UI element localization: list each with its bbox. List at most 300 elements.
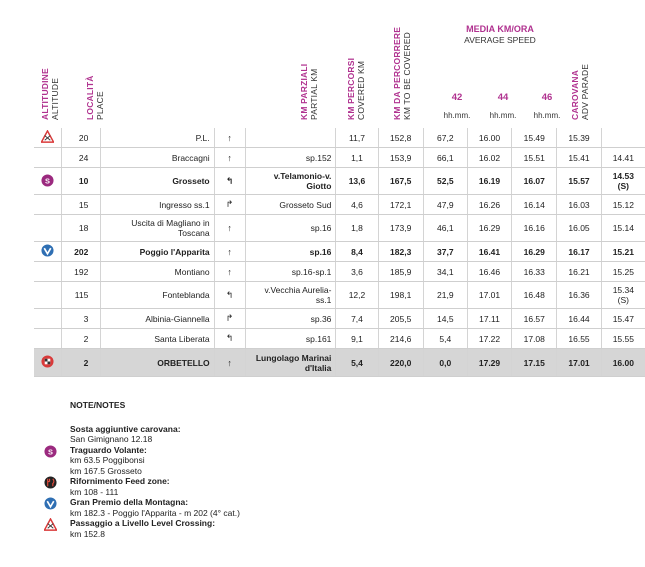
note-heading: Passaggio a Livello Level Crossing: [70,518,216,528]
partial-km-cell-text: 4,6 [351,199,363,210]
sprint-icon [41,174,54,187]
road-cell-text: sp.16 [310,223,332,233]
note-line: km 167.5 Grosseto [70,465,142,476]
note-item [48,444,240,477]
time-44-cell [512,329,557,349]
time-46-cell-text: 16.05 [568,223,590,233]
time-46-cell [557,148,601,168]
time-46-cell-text: 16.44 [568,313,590,324]
time-42-cell-text: 16.02 [478,152,501,163]
adv-parade-cell-text: 15.55 [612,333,634,344]
timetable [34,128,645,377]
direction-arrow [214,168,245,195]
altitude-cell-text: 202 [74,246,89,257]
partial-km-cell-text: 12,2 [348,290,366,300]
altitude-cell [61,309,101,329]
remaining-km-cell [423,242,467,262]
altitude-cell [61,128,101,148]
header-adv-parade: CAROVANA ADV PARADE [570,63,590,120]
remaining-km-cell [423,215,467,242]
place-cell [101,349,214,377]
note-icon [44,497,58,511]
adv-parade-cell [601,242,645,262]
partial-km-cell [336,242,378,262]
time-44-cell [512,349,557,377]
speed-42: 42 [451,92,463,103]
time-42-cell-text: 16.26 [478,199,501,210]
adv-parade-cell [601,128,645,148]
time-44-cell [512,168,557,195]
table-row [34,309,645,329]
covered-km-cell-text: 152,8 [390,132,412,143]
direction-arrow-text: ↰ [225,175,234,186]
direction-arrow [214,195,245,215]
altitude-cell [61,168,101,195]
partial-km-cell [336,329,378,349]
place-cell [101,195,214,215]
covered-km-cell [378,262,423,282]
direction-arrow-text: ↑ [227,246,232,257]
remaining-km-cell [423,168,467,195]
time-42-cell [467,128,511,148]
adv-parade-cell-text: 15.14 [612,223,634,233]
partial-km-cell [336,148,378,168]
time-44-cell-text: 16.16 [523,223,545,233]
adv-parade-cell-text: 14.53 (S) [612,171,634,191]
time-46-cell [557,195,601,215]
road-cell [245,282,336,309]
direction-arrow-text: ↰ [225,333,234,343]
adv-parade-cell [601,282,645,309]
time-42-cell [467,215,511,242]
covered-km-cell-text: 214,6 [390,333,412,344]
road-cell-text: Lungolago Marinai d'Italia [255,352,332,373]
place-cell-text: Montiano [174,266,210,277]
partial-km-cell [336,262,378,282]
adv-parade-cell [601,349,645,377]
note-line: km 152.8 [70,528,105,539]
altitude-cell [61,215,101,242]
adv-parade-cell [601,148,645,168]
partial-km-cell [336,282,378,309]
direction-arrow-text: ↑ [227,132,232,143]
adv-parade-cell [601,309,645,329]
table-row [34,195,645,215]
road-cell [245,309,336,329]
place-cell [101,168,214,195]
road-cell-text: v.Vecchia Aurelia-ss.1 [264,285,332,305]
time-46-cell-text: 16.36 [568,290,590,300]
remaining-km-cell-text: 46,1 [437,223,454,233]
place-cell-text: Ingresso ss.1 [159,199,210,210]
remaining-km-cell [423,282,467,309]
time-42-cell [467,309,511,329]
table-row [34,215,645,242]
altitude-cell [61,282,101,309]
level-crossing-icon [41,130,54,143]
remaining-km-cell-text: 66,1 [437,152,454,163]
time-46-cell-text: 16.03 [568,199,590,210]
covered-km-cell [378,168,423,195]
road-cell [245,262,336,282]
time-42-cell-text: 16.46 [478,266,501,277]
partial-km-cell [336,128,378,148]
altitude-cell-text: 10 [78,176,89,186]
direction-arrow [214,282,245,309]
covered-km-cell-text: 173,9 [390,223,412,233]
remaining-km-cell [423,309,467,329]
time-46-cell-text: 15.57 [568,176,590,186]
level-crossing-icon [44,518,57,531]
finish-icon [41,355,54,368]
covered-km-cell [378,148,423,168]
header-altitude: ALTITUDINE ALTITUDE [40,68,60,120]
adv-parade-cell-text: 15.21 [612,246,634,257]
partial-km-cell [336,215,378,242]
remaining-km-cell [423,349,467,377]
time-42-cell [467,262,511,282]
sprint-icon [44,445,57,458]
note-heading: Traguardo Volante: [70,444,147,455]
speed-46: 46 [541,92,553,103]
direction-arrow [214,329,245,349]
time-44-cell-text: 16.48 [523,290,545,300]
direction-arrow [214,215,245,242]
table-row [34,148,645,168]
speed-44: 44 [497,92,509,103]
time-46-cell [557,349,601,377]
altitude-cell [61,262,101,282]
remaining-km-cell [423,262,467,282]
note-heading: Rifornimento Feed zone: [70,476,170,486]
place-cell-text: ORBETELLO [157,357,210,368]
road-cell [245,349,336,377]
place-cell-text: Albinia-Giannella [145,313,210,324]
place-cell-text: Poggio l'Apparita [139,246,210,257]
time-46-cell [557,168,601,195]
time-46-cell [557,282,601,309]
partial-km-cell [336,349,378,377]
time-42-cell-text: 17.01 [478,290,501,300]
place-cell [101,128,214,148]
time-44-cell-text: 16.14 [523,199,545,210]
svg-text:S: S [48,446,53,456]
time-46-cell [557,329,601,349]
place-cell-text: Braccagni [171,152,210,163]
row-icon [34,309,61,329]
place-cell-text: Uscita di Magliano in Toscana [131,218,210,238]
time-46-cell-text: 16.55 [568,333,590,344]
time-42-cell-text: 16.29 [478,223,501,233]
covered-km-cell-text: 220,0 [390,357,412,368]
time-46-cell-text: 16.21 [568,266,590,277]
covered-km-cell [378,128,423,148]
remaining-km-cell-text: 21,9 [437,290,454,300]
adv-parade-cell-text: 15.47 [612,313,634,324]
altitude-cell [61,349,101,377]
covered-km-cell-text: 153,9 [390,152,412,163]
place-cell [101,329,214,349]
direction-arrow [214,242,245,262]
partial-km-cell-text: 1,8 [351,223,363,233]
place-cell [101,282,214,309]
adv-parade-cell-text: 15.34 (S) [612,285,634,305]
remaining-km-cell-text: 47,9 [437,199,454,210]
time-44-cell [512,195,557,215]
remaining-km-cell-text: 34,1 [437,266,454,277]
road-cell-text: Grosseto Sud [279,199,332,210]
road-cell [245,168,336,195]
note-line: km 108 - 111 [70,486,119,497]
altitude-cell-text: 24 [78,152,89,163]
road-cell [245,128,336,148]
header-covered-km: KM PERCORSI COVERED KM [346,57,366,120]
altitude-cell-text: 192 [74,266,89,277]
direction-arrow-text: ↑ [227,223,232,233]
time-42-cell [467,329,511,349]
covered-km-cell-text: 198,1 [390,290,412,300]
row-icon [34,349,61,377]
feed-zone-icon [44,476,57,489]
row-icon [34,282,61,309]
partial-km-cell-text: 13,6 [348,176,366,186]
time-44-cell-text: 16.29 [523,246,545,257]
covered-km-cell [378,195,423,215]
time-46-cell [557,215,601,242]
place-cell-text: Santa Liberata [154,333,210,344]
adv-parade-cell-text: 14.41 [612,152,634,163]
remaining-km-cell [423,148,467,168]
road-cell-text: sp.16-sp.1 [291,266,332,277]
note-heading: Gran Premio della Montagna: [70,497,189,507]
time-42-cell-text: 17.29 [478,357,501,368]
row-icon [34,329,61,349]
direction-arrow [214,128,245,148]
note-icon [44,445,58,459]
direction-arrow-text: ↱ [225,313,234,323]
note-line: km 182.3 - Poggio l'Apparita - m 202 (4° cat.) [70,507,240,518]
notes [48,400,240,539]
road-cell-text: sp.16 [309,246,332,257]
direction-arrow [214,309,245,329]
altitude-cell-text: 2 [83,357,89,368]
time-44-cell-text: 17.08 [523,333,545,344]
altitude-cell [61,148,101,168]
road-cell [245,195,336,215]
row-icon [34,168,61,195]
covered-km-cell [378,282,423,309]
adv-parade-cell-text: 15.12 [612,199,634,210]
place-cell [101,262,214,282]
altitude-cell [61,242,101,262]
altitude-cell-text: 15 [78,199,89,210]
partial-km-cell-text: 5,4 [351,357,363,368]
road-cell [245,148,336,168]
direction-arrow [214,349,245,377]
note-item [70,424,240,445]
time-44-cell [512,128,557,148]
header-place: LOCALITÀ PLACE [85,75,105,120]
time-46-cell-text: 15.41 [568,152,590,163]
road-cell-text: v.Telamonio-v. Giotto [273,171,332,191]
covered-km-cell-text: 185,9 [390,266,412,277]
time-46-cell-text: 15.39 [568,132,590,143]
partial-km-cell [336,309,378,329]
covered-km-cell-text: 205,5 [390,313,412,324]
time-42-cell-text: 16.00 [478,132,501,143]
svg-text:S: S [44,175,50,185]
remaining-km-cell-text: 14,5 [437,313,454,324]
time-44-cell-text: 15.51 [523,152,545,163]
remaining-km-cell-text: 37,7 [437,246,454,257]
time-44-cell-text: 15.49 [523,132,545,143]
time-44-cell [512,282,557,309]
road-cell-text: sp.152 [305,152,332,163]
table-row [34,128,645,148]
altitude-cell [61,329,101,349]
hhmm-label: hh.mm. [443,111,471,120]
header-to-be-covered-km: KM DA PERCORRERE KM TO BE COVERED [392,26,412,120]
time-44-cell [512,148,557,168]
time-42-cell [467,168,511,195]
time-42-cell-text: 17.11 [479,313,500,324]
time-44-cell [512,242,557,262]
header-partial-km: KM PARZIALI PARTIAL KM [299,63,319,120]
time-42-cell [467,282,511,309]
adv-parade-cell [601,195,645,215]
partial-km-cell [336,168,378,195]
remaining-km-cell-text: 67,2 [437,132,454,143]
road-cell-text: sp.36 [310,313,332,324]
altitude-cell [61,195,101,215]
covered-km-cell-text: 172,1 [390,199,412,210]
remaining-km-cell [423,195,467,215]
adv-parade-cell-text: 15.25 [612,266,634,277]
time-46-cell [557,262,601,282]
time-44-cell-text: 16.33 [523,266,545,277]
direction-arrow-text: ↱ [225,199,234,209]
place-cell [101,309,214,329]
partial-km-cell-text: 3,6 [351,266,363,277]
direction-arrow-text: ↰ [225,289,234,300]
note-item [70,497,240,518]
partial-km-cell-text: 11,7 [349,132,365,143]
time-42-cell [467,242,511,262]
row-icon [34,195,61,215]
place-cell-text: Fonteblanda [162,290,210,300]
note-icon [44,476,58,490]
time-42-cell [467,349,511,377]
time-46-cell [557,309,601,329]
row-icon [34,148,61,168]
hhmm-label: hh.mm. [489,111,517,120]
partial-km-cell-text: 8,4 [351,246,363,257]
header-average-speed: MEDIA KM/ORA AVERAGE SPEED [464,24,536,45]
covered-km-cell [378,242,423,262]
remaining-km-cell-text: 5,4 [439,333,452,344]
adv-parade-cell [601,262,645,282]
table-row [34,349,645,377]
table-row [34,282,645,309]
time-44-cell-text: 16.57 [523,313,545,324]
note-line: km 63.5 Poggibonsi [70,455,145,465]
row-icon [34,128,61,148]
row-icon [34,262,61,282]
altitude-cell-text: 2 [83,333,89,344]
time-42-cell [467,195,511,215]
note-item [70,476,240,497]
time-44-cell-text: 17.15 [523,357,545,368]
road-cell [245,215,336,242]
place-cell [101,148,214,168]
place-cell [101,215,214,242]
adv-parade-cell [601,215,645,242]
place-cell [101,242,214,262]
direction-arrow-text: ↑ [227,152,232,163]
covered-km-cell [378,215,423,242]
time-44-cell [512,215,557,242]
altitude-cell-text: 18 [78,223,89,233]
place-cell-text: Grosseto [172,176,210,186]
partial-km-cell-text: 9,1 [351,333,363,344]
time-44-cell-text: 16.07 [523,176,545,186]
partial-km-cell-text: 7,4 [351,313,363,324]
direction-arrow [214,148,245,168]
covered-km-cell [378,329,423,349]
note-icon [44,518,58,532]
time-42-cell-text: 17.22 [478,333,501,344]
covered-km-cell [378,349,423,377]
time-42-cell-text: 16.19 [478,176,501,186]
time-46-cell-text: 17.01 [568,357,590,368]
hhmm-label: hh.mm. [533,111,561,120]
note-heading: Sosta aggiuntive carovana: [70,423,181,434]
covered-km-cell-text: 182,3 [390,246,412,257]
table-row [34,168,645,195]
time-46-cell [557,242,601,262]
row-icon [34,215,61,242]
kom-icon [44,497,57,510]
remaining-km-cell-text: 52,5 [437,176,454,186]
time-46-cell-text: 16.17 [568,246,590,257]
altitude-cell-text: 20 [78,132,89,143]
table-row [34,262,645,282]
road-cell-text: sp.161 [305,333,332,344]
time-42-cell-text: 16.41 [478,246,501,257]
row-icon [34,242,61,262]
partial-km-cell [336,195,378,215]
table-row [34,329,645,349]
remaining-km-cell [423,329,467,349]
altitude-cell-text: 3 [83,313,89,324]
road-cell [245,329,336,349]
adv-parade-cell-text: 16.00 [612,357,634,368]
time-42-cell [467,148,511,168]
note-item [70,518,240,539]
road-cell [245,242,336,262]
altitude-cell-text: 115 [74,290,89,300]
time-44-cell [512,309,557,329]
remaining-km-cell-text: 0,0 [439,357,452,368]
time-44-cell [512,262,557,282]
kom-icon [41,244,54,257]
adv-parade-cell [601,168,645,195]
notes-title: NOTE/NOTES [70,400,126,410]
table-row [34,242,645,262]
remaining-km-cell [423,128,467,148]
covered-km-cell-text: 167,5 [390,176,412,186]
direction-arrow-text: ↑ [227,266,232,277]
